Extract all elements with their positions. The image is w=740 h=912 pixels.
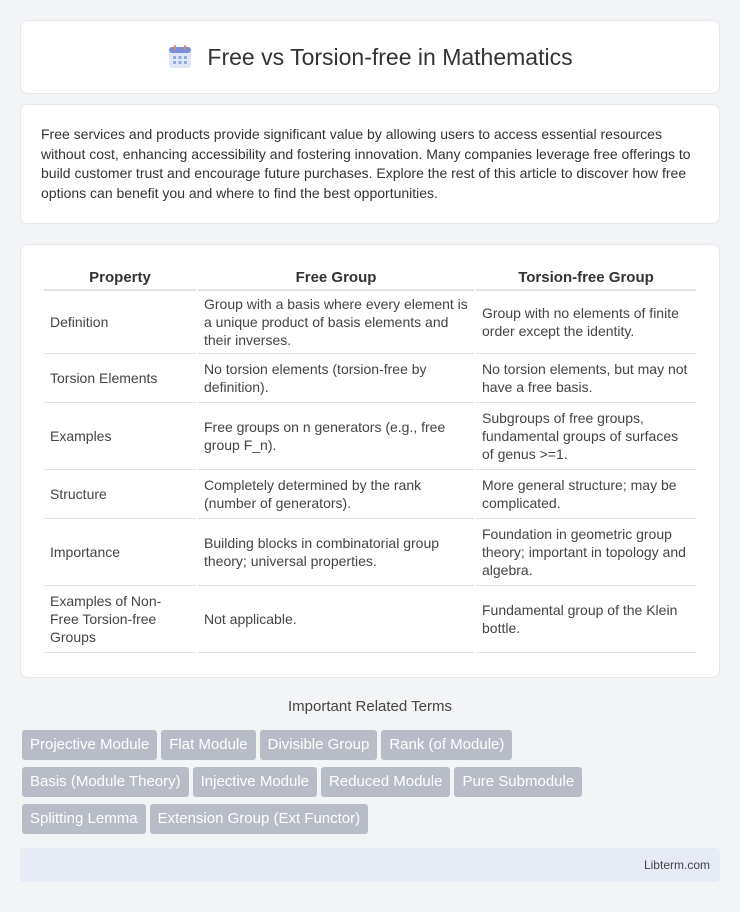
related-terms-title: Important Related Terms xyxy=(288,698,452,715)
table-cell: Group with a basis where every element is a unique product of basis elements and their inverses. xyxy=(198,291,474,354)
table-row xyxy=(44,403,696,470)
comparison-table-card xyxy=(20,244,720,678)
table-cell: More general structure; may be complicated. xyxy=(476,470,696,519)
calendar-icon xyxy=(167,44,193,70)
table-cell: Not applicable. xyxy=(198,586,474,653)
page-title: Free vs Torsion-free in Mathematics xyxy=(207,43,573,70)
table-cell: Building blocks in combinatorial group theory; universal properties. xyxy=(198,519,474,586)
table-cell: Torsion Elements xyxy=(44,354,196,403)
footer-brand[interactable]: Libterm.com xyxy=(643,858,710,872)
table-cell: Completely determined by the rank (number of generators). xyxy=(198,470,474,519)
related-term-tag[interactable]: Flat Module xyxy=(161,730,255,760)
table-cell: Examples xyxy=(44,403,196,470)
footer xyxy=(20,848,720,882)
table-cell: Subgroups of free groups, fundamental groups of surfaces of genus >=1. xyxy=(476,403,696,470)
table-header-row xyxy=(44,265,696,291)
table-cell: Fundamental group of the Klein bottle. xyxy=(476,586,696,653)
table-row xyxy=(44,291,696,354)
table-cell: Foundation in geometric group theory; important in topology and algebra. xyxy=(476,519,696,586)
table-cell: Importance xyxy=(44,519,196,586)
table-cell: Examples of Non-Free Torsion-free Groups xyxy=(44,586,196,653)
table-cell: Structure xyxy=(44,470,196,519)
column-header: Property xyxy=(44,265,196,291)
related-term-tag[interactable]: Splitting Lemma xyxy=(22,804,146,834)
related-term-tag[interactable]: Projective Module xyxy=(22,730,157,760)
intro-text: Free services and products provide significant value by allowing users to access essential resources without cost, enhancing accessibility and fostering innovation. Many companies leverage free offerings to build customer trust and encourage future purchases. Explore the rest of this article to discover how free options can benefit you and where to find the best opportunities. xyxy=(41,126,691,201)
related-terms-list xyxy=(22,730,722,841)
related-term-tag[interactable]: Rank (of Module) xyxy=(381,730,512,760)
related-term-tag[interactable]: Basis (Module Theory) xyxy=(22,767,189,797)
related-term-tag[interactable]: Injective Module xyxy=(193,767,317,797)
column-header: Free Group xyxy=(198,265,474,291)
table-row xyxy=(44,354,696,403)
table-row xyxy=(44,586,696,653)
table-cell: Group with no elements of finite order except the identity. xyxy=(476,291,696,354)
table-row xyxy=(44,470,696,519)
intro-card xyxy=(20,104,720,224)
table-row xyxy=(44,519,696,586)
related-term-tag[interactable]: Pure Submodule xyxy=(454,767,582,797)
table-cell: No torsion elements (torsion-free by definition). xyxy=(198,354,474,403)
related-term-tag[interactable]: Extension Group (Ext Functor) xyxy=(150,804,369,834)
header-card xyxy=(20,20,720,94)
table-cell: Definition xyxy=(44,291,196,354)
table-cell: Free groups on n generators (e.g., free group F_n). xyxy=(198,403,474,470)
comparison-table xyxy=(42,265,698,653)
related-term-tag[interactable]: Divisible Group xyxy=(260,730,378,760)
column-header: Torsion-free Group xyxy=(476,265,696,291)
related-term-tag[interactable]: Reduced Module xyxy=(321,767,450,797)
table-cell: No torsion elements, but may not have a free basis. xyxy=(476,354,696,403)
